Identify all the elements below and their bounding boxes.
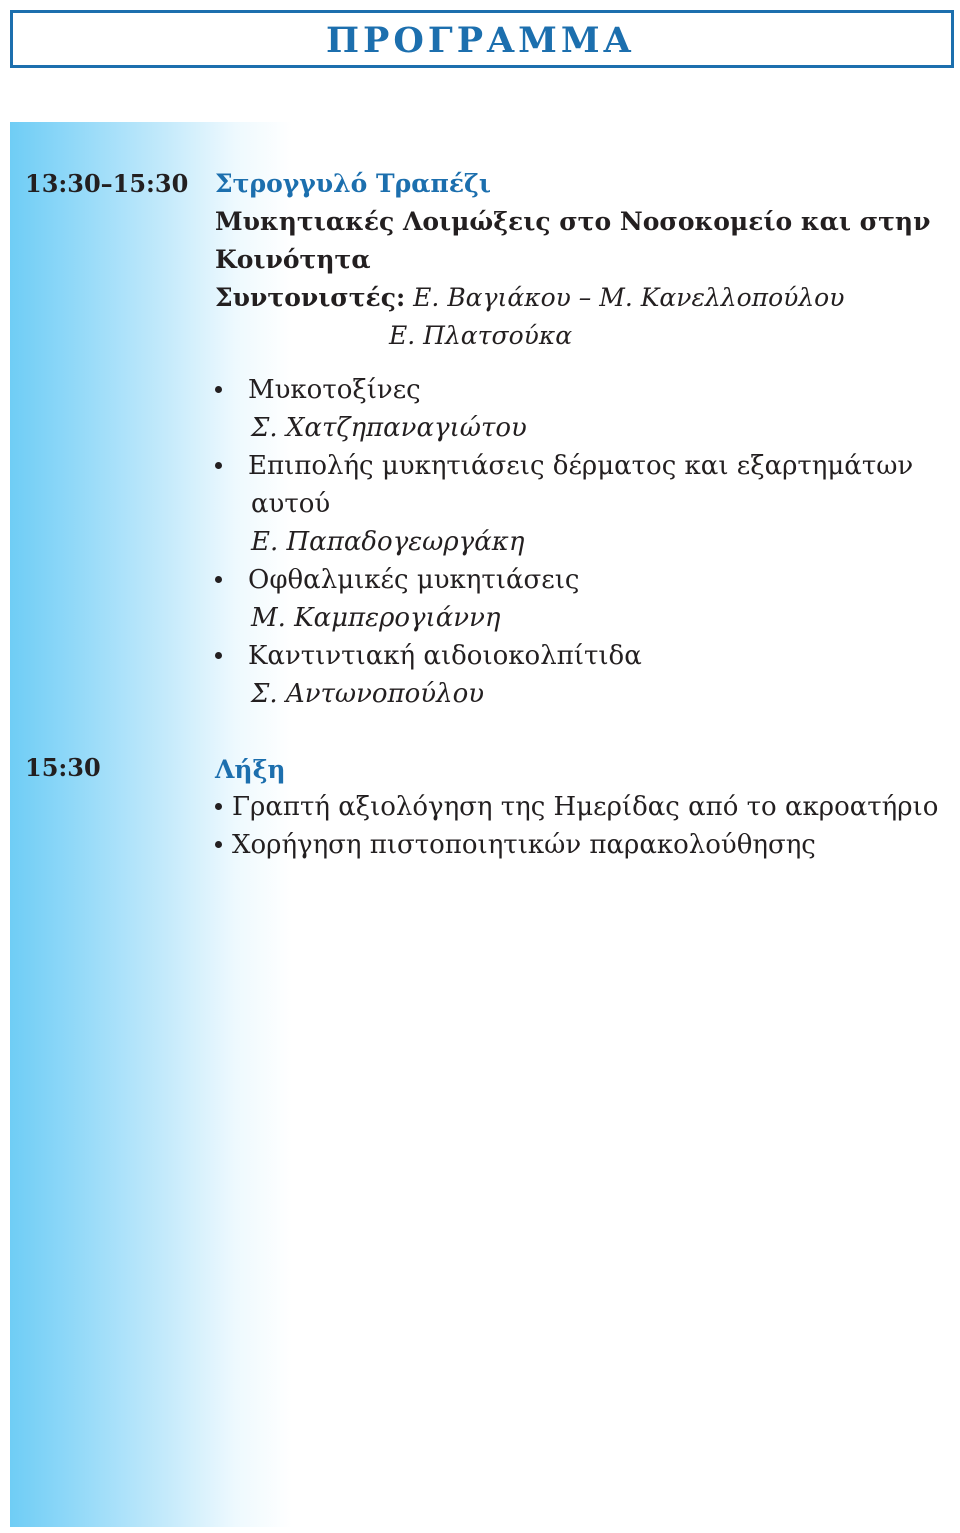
session1-type: Στρογγυλό Τραπέζι <box>215 169 491 198</box>
talk-speaker: Σ. Αντωνοπούλου <box>251 679 485 709</box>
chairs-names-line2: Ε. Πλατσούκα <box>389 321 573 350</box>
title-box <box>10 10 954 68</box>
bullet-icon <box>215 576 222 583</box>
page-title: ΠΡΟΓΡΑΜΜΑ <box>326 20 635 61</box>
talk-title: Επιπολής μυκητιάσεις δέρματος και εξαρτημάτων <box>248 451 914 481</box>
bullet-icon <box>215 841 222 848</box>
chairs-label: Συντονιστές: <box>215 283 406 312</box>
bullet-icon <box>215 462 222 469</box>
bullet-icon <box>215 386 222 393</box>
session1-time: 13:30–15:30 <box>25 169 189 198</box>
side-gradient-band <box>10 122 292 1527</box>
session2-time: 15:30 <box>25 753 101 782</box>
talk-speaker: Ε. Παπαδογεωργάκη <box>251 527 525 557</box>
talk-title: Καντιντιακή αιδοιοκολπίτιδα <box>248 641 642 671</box>
talk-title: Οφθαλμικές μυκητιάσεις <box>248 565 580 595</box>
talk-item <box>215 375 421 405</box>
talk-speaker: Μ. Καμπερογιάννη <box>251 603 501 633</box>
session1-chairs <box>215 283 844 313</box>
session1-title-line2: Κοινότητα <box>215 245 371 274</box>
closing-item <box>215 792 938 822</box>
bullet-icon <box>215 803 222 810</box>
chairs-names-line1: Ε. Βαγιάκου – Μ. Κανελλοπούλου <box>413 283 845 312</box>
session1-title-line1: Μυκητιακές Λοιμώξεις στο Νοσοκομείο και στην <box>215 207 931 236</box>
session2-type: Λήξη <box>215 755 286 784</box>
talk-item <box>215 641 642 671</box>
talk-item <box>215 565 580 595</box>
talk-item <box>215 451 913 481</box>
talk-title: Μυκοτοξίνες <box>248 375 421 405</box>
bullet-icon <box>215 652 222 659</box>
talk-speaker: Σ. Χατζηπαναγιώτου <box>251 413 527 443</box>
talk-title-continued: αυτού <box>251 489 331 519</box>
closing-item-text: Χορήγηση πιστοποιητικών παρακολούθησης <box>232 830 816 860</box>
closing-item-text: Γραπτή αξιολόγηση της Ημερίδας από το ακροατήριο <box>232 792 939 822</box>
closing-item <box>215 830 816 860</box>
